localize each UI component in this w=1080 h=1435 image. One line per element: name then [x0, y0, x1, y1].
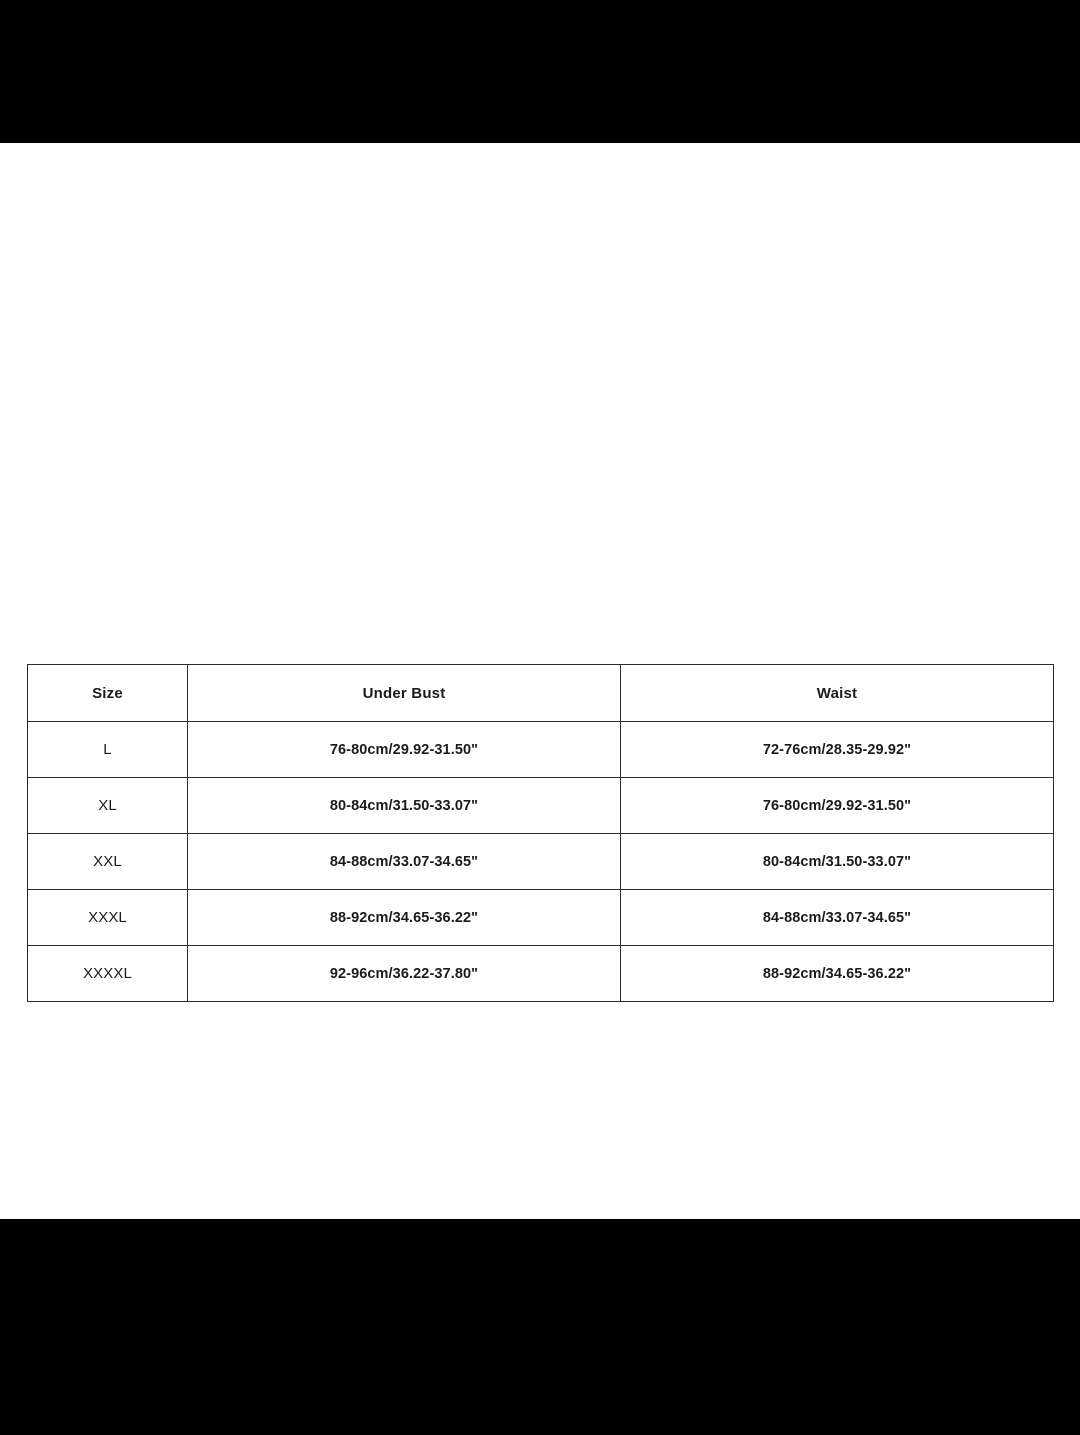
table-body: [28, 722, 1054, 1002]
table-row: [28, 890, 1054, 946]
cell-size: XXXXL: [28, 946, 188, 1002]
table-row: [28, 834, 1054, 890]
size-chart-table: [27, 664, 1054, 1002]
column-header-waist: Waist: [621, 665, 1054, 722]
table-row: [28, 778, 1054, 834]
cell-under-bust: 76-80cm/29.92-31.50": [188, 722, 621, 778]
cell-waist: 80-84cm/31.50-33.07": [621, 834, 1054, 890]
table-row: [28, 946, 1054, 1002]
table-header: [28, 665, 1054, 722]
table-header-row: [28, 665, 1054, 722]
cell-under-bust: 84-88cm/33.07-34.65": [188, 834, 621, 890]
column-header-under-bust: Under Bust: [188, 665, 621, 722]
cell-waist: 72-76cm/28.35-29.92": [621, 722, 1054, 778]
cell-waist: 88-92cm/34.65-36.22": [621, 946, 1054, 1002]
cell-under-bust: 88-92cm/34.65-36.22": [188, 890, 621, 946]
table-row: [28, 722, 1054, 778]
cell-size: XXXL: [28, 890, 188, 946]
cell-size: XL: [28, 778, 188, 834]
cell-waist: 84-88cm/33.07-34.65": [621, 890, 1054, 946]
cell-size: L: [28, 722, 188, 778]
cell-size: XXL: [28, 834, 188, 890]
cell-under-bust: 92-96cm/36.22-37.80": [188, 946, 621, 1002]
column-header-size: Size: [28, 665, 188, 722]
size-chart-container: [27, 664, 1053, 1002]
document-content-area: [0, 143, 1080, 1219]
cell-under-bust: 80-84cm/31.50-33.07": [188, 778, 621, 834]
cell-waist: 76-80cm/29.92-31.50": [621, 778, 1054, 834]
